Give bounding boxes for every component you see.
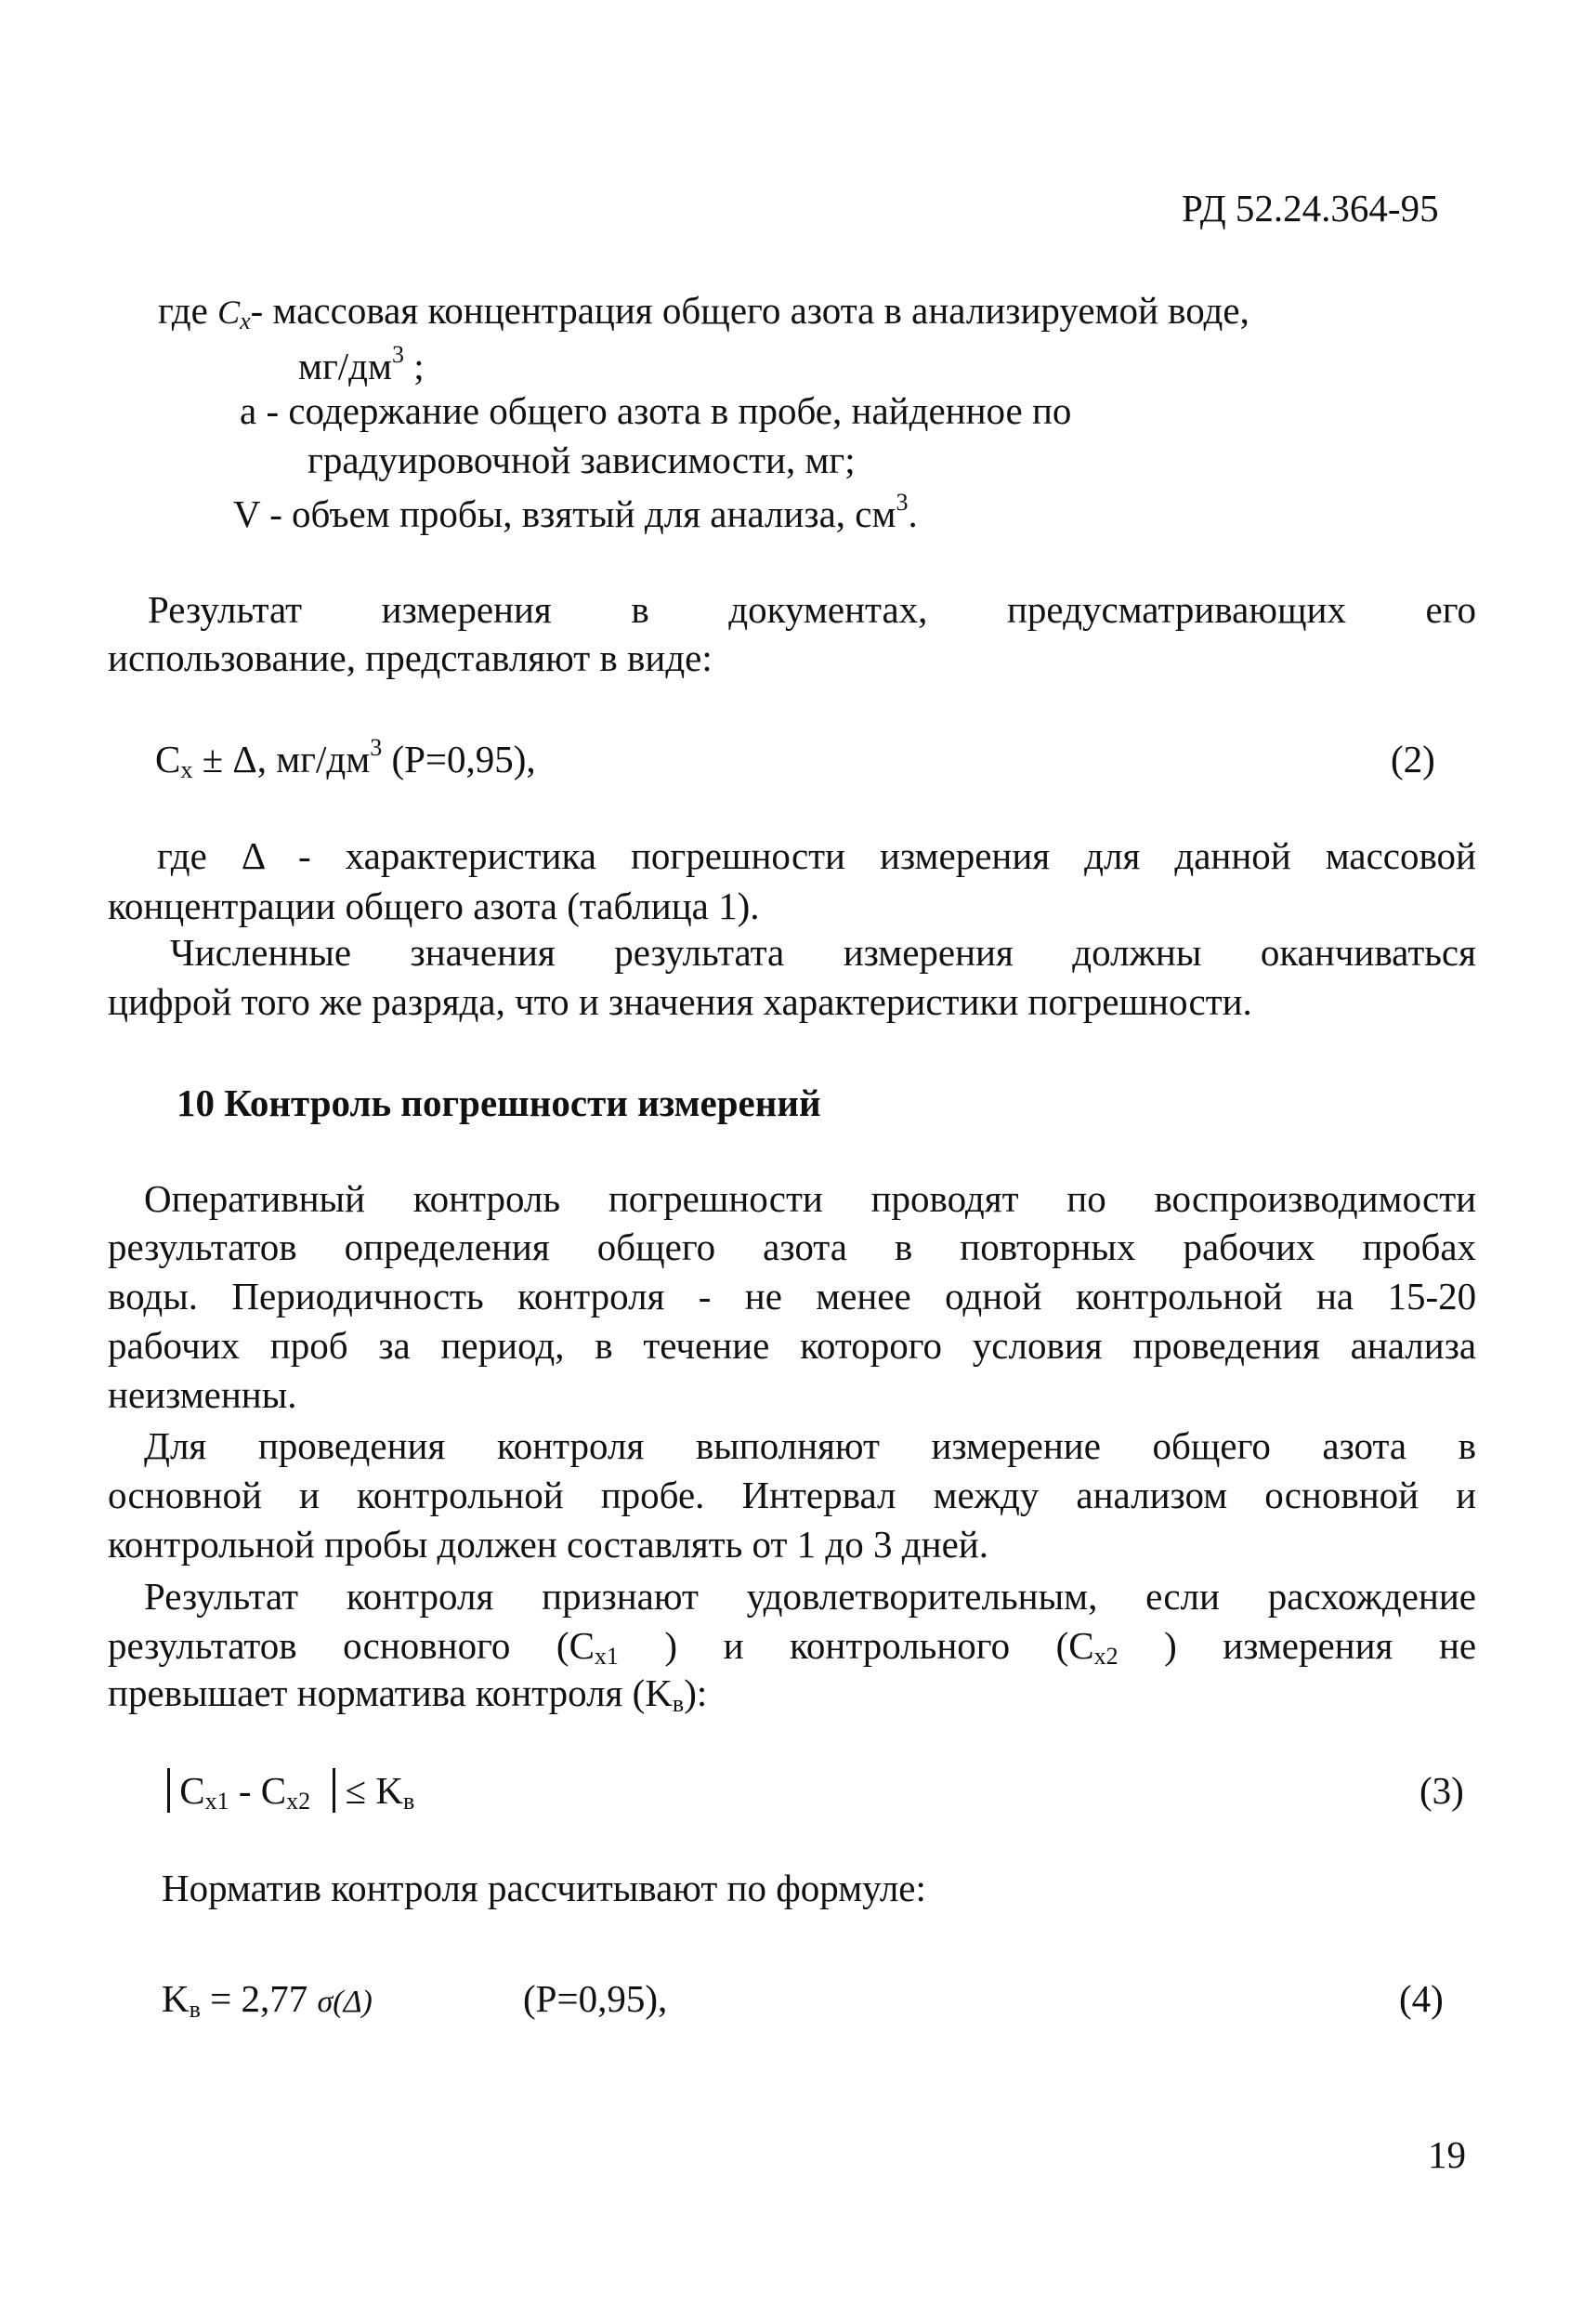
word: пробе. [600, 1474, 705, 1516]
word: между [933, 1474, 1040, 1516]
formula4-sigma: σ(Δ) [317, 1985, 373, 2019]
cx2-expression [1055, 1624, 1177, 1670]
satisfactory-paragraph-line3 [108, 1670, 707, 1716]
word: азота [763, 1226, 847, 1268]
formula4-equals: = 2,77 [200, 1977, 318, 2020]
cx1-expression [556, 1624, 678, 1670]
word: азота [1322, 1424, 1407, 1467]
kv-subscript: в [672, 1690, 685, 1717]
word: погрешности [608, 1177, 823, 1220]
word: и [298, 1474, 320, 1516]
word: в [894, 1226, 913, 1268]
word: анализом [1076, 1474, 1228, 1516]
word: по [1066, 1177, 1106, 1220]
cx1-close: ) [618, 1624, 678, 1667]
formula2-c-subscript: x [180, 756, 193, 783]
word: период, [440, 1324, 565, 1367]
formula2-exponent: 3 [370, 734, 383, 761]
formula-3 [167, 1767, 414, 1814]
word: Интервал [741, 1474, 896, 1516]
word: должны [1072, 931, 1202, 974]
operative-paragraph-line5: неизменны. [108, 1373, 297, 1416]
cx-unit-exponent: 3 [391, 341, 404, 368]
word: если [1145, 1575, 1220, 1618]
word: предусматривающих [1006, 588, 1346, 631]
word: общего [1152, 1424, 1271, 1467]
word: для [1084, 834, 1141, 877]
word: на [1315, 1275, 1354, 1317]
word: Для [144, 1424, 207, 1467]
satisfactory-paragraph-line1 [144, 1573, 1476, 1619]
cx-unit: мг/дм [298, 345, 392, 387]
word: контроля [496, 1424, 645, 1467]
word: Оперативный [144, 1177, 366, 1220]
formula3-c2-subscript: x2 [286, 1788, 311, 1815]
control-paragraph-line3: контрольной пробы должен составлять от 1 до 3 дней. [108, 1523, 988, 1566]
v-description: V - объем пробы, взятый для анализа, см [233, 492, 896, 535]
word: основного [343, 1624, 511, 1667]
definition-cx [158, 287, 1249, 335]
formula3-kv-subscript: в [403, 1788, 415, 1815]
formula-2 [155, 736, 536, 782]
word: выполняют [695, 1424, 880, 1467]
cx-letter: C [217, 294, 241, 331]
cx1-subscript: x1 [594, 1643, 619, 1670]
result-paragraph-line2: использование, представляют в виде: [108, 636, 713, 679]
word: одной [945, 1275, 1042, 1317]
formula3-c1: C [179, 1769, 205, 1812]
word: Результат [144, 1575, 299, 1618]
cx-symbol [217, 294, 251, 334]
control-paragraph-line1 [144, 1422, 1476, 1469]
word: в [631, 588, 649, 631]
word: рабочих [108, 1324, 241, 1367]
word: воспроизводимости [1154, 1177, 1477, 1220]
word: контрольной [1075, 1275, 1283, 1317]
formula3-minus: - [229, 1769, 261, 1812]
word: - [297, 834, 311, 877]
word: контроля [517, 1275, 665, 1317]
result-paragraph-line1 [148, 586, 1476, 633]
word: измерение [931, 1424, 1101, 1467]
word: проб [269, 1324, 348, 1367]
word: которого [800, 1324, 943, 1367]
word: пробах [1362, 1226, 1477, 1268]
formula3-relation: ≤ K [335, 1769, 403, 1812]
word: измерения [1223, 1624, 1393, 1667]
cx-unit-tail: ; [413, 345, 425, 387]
definition-a-line2: градуировочной зависимости, мг; [307, 439, 856, 481]
norm-text: превышает норматива контроля (K [108, 1671, 673, 1714]
formula4-k-subscript: в [189, 1996, 201, 2023]
word: измерения [381, 588, 552, 631]
norm-sentence: Норматив контроля рассчитывают по формуле: [162, 1867, 926, 1909]
word: контроля [346, 1575, 494, 1618]
word: условия [972, 1324, 1103, 1367]
v-tail: . [908, 492, 918, 535]
formula2-condition: (P=0,95), [382, 738, 536, 780]
cx-description: - массовая концентрация общего азота в анализируемой воде, [250, 289, 1249, 332]
word: в [595, 1324, 613, 1367]
operative-paragraph-line4 [108, 1322, 1476, 1369]
word: Численные [170, 931, 352, 974]
formula-3-number: (3) [1419, 1769, 1464, 1812]
word: результатов [108, 1624, 297, 1667]
word: анализа [1350, 1324, 1477, 1367]
norm-tail: ): [684, 1671, 708, 1714]
word: данной [1174, 834, 1291, 877]
word: - [698, 1275, 712, 1317]
word: признают [542, 1575, 699, 1618]
satisfactory-paragraph-line2 [108, 1622, 1476, 1669]
word: удовлетворительным, [746, 1575, 1098, 1618]
cx-subscript: x [240, 308, 251, 334]
word: определения [344, 1226, 550, 1268]
formula2-body: ± Δ, мг/дм [192, 738, 371, 780]
where-word: где [158, 289, 208, 332]
word: не [1438, 1624, 1477, 1667]
formula2-c: C [155, 738, 181, 780]
formula3-c2: C [260, 1769, 287, 1812]
definition-a-line1: а - содержание общего азота в пробе, найденное по [240, 389, 1072, 432]
document-code: РД 52.24.364-95 [1182, 187, 1439, 229]
v-unit-exponent: 3 [896, 489, 909, 516]
word: проведения [257, 1424, 446, 1467]
word: менее [816, 1275, 911, 1317]
word: контроль [412, 1177, 561, 1220]
word: погрешности [630, 834, 845, 877]
word: Δ [241, 834, 264, 877]
section-10-heading: 10 Контроль погрешности измерений [177, 1081, 821, 1124]
formula-4-number: (4) [1399, 1977, 1444, 2020]
word: проведения [1132, 1324, 1320, 1367]
word: и [1456, 1474, 1477, 1516]
cx1-letter: (C [556, 1624, 595, 1667]
formula4-k: K [162, 1977, 190, 2020]
page-number: 19 [1428, 2133, 1466, 2176]
delta-paragraph-line2: концентрации общего азота (таблица 1). [108, 885, 760, 927]
word: характеристика [345, 834, 596, 877]
word: результата [614, 931, 785, 974]
cx2-subscript: x2 [1093, 1643, 1119, 1670]
word: повторных [960, 1226, 1136, 1268]
word: результатов [108, 1226, 297, 1268]
word: Результат [148, 588, 303, 631]
word: в [1458, 1424, 1477, 1467]
operative-paragraph-line1 [144, 1175, 1476, 1222]
cx2-close: ) [1118, 1624, 1177, 1667]
word: Периодичность [231, 1275, 484, 1317]
word: основной [1264, 1474, 1419, 1516]
formula3-c1-subscript: x1 [204, 1788, 229, 1815]
operative-paragraph-line3 [108, 1273, 1476, 1319]
word: расхождение [1267, 1575, 1476, 1618]
word: измерения [880, 834, 1051, 877]
numeric-paragraph-line2: цифрой того же разряда, что и значения характеристики погрешности. [108, 980, 1252, 1023]
word: значения [410, 931, 556, 974]
formula-2-number: (2) [1391, 738, 1435, 780]
word: где [157, 834, 207, 877]
word: не [744, 1275, 782, 1317]
word: и контрольного [723, 1624, 1011, 1667]
word: 15-20 [1387, 1275, 1477, 1317]
abs-bar-left [167, 1768, 170, 1813]
formula-4 [162, 1975, 373, 2025]
word: документах, [728, 588, 928, 631]
word: оканчиваться [1260, 931, 1476, 974]
delta-paragraph-line1 [157, 832, 1476, 879]
word: проводят [870, 1177, 1019, 1220]
word: течение [643, 1324, 770, 1367]
word: массовой [1325, 834, 1476, 877]
definition-cx-unit [298, 343, 425, 389]
word: рабочих [1183, 1226, 1315, 1268]
formula-4-condition: (P=0,95), [523, 1977, 668, 2020]
word: воды. [108, 1275, 199, 1317]
word: его [1425, 588, 1477, 631]
control-paragraph-line2 [108, 1472, 1476, 1518]
cx2-letter: (C [1055, 1624, 1094, 1667]
word: измерения [843, 931, 1014, 974]
word: основной [108, 1474, 262, 1516]
numeric-paragraph-line1 [170, 929, 1476, 976]
word: за [378, 1324, 411, 1367]
definition-v [233, 491, 918, 537]
word: контрольной [356, 1474, 564, 1516]
operative-paragraph-line2 [108, 1224, 1476, 1270]
word: общего [596, 1226, 716, 1268]
